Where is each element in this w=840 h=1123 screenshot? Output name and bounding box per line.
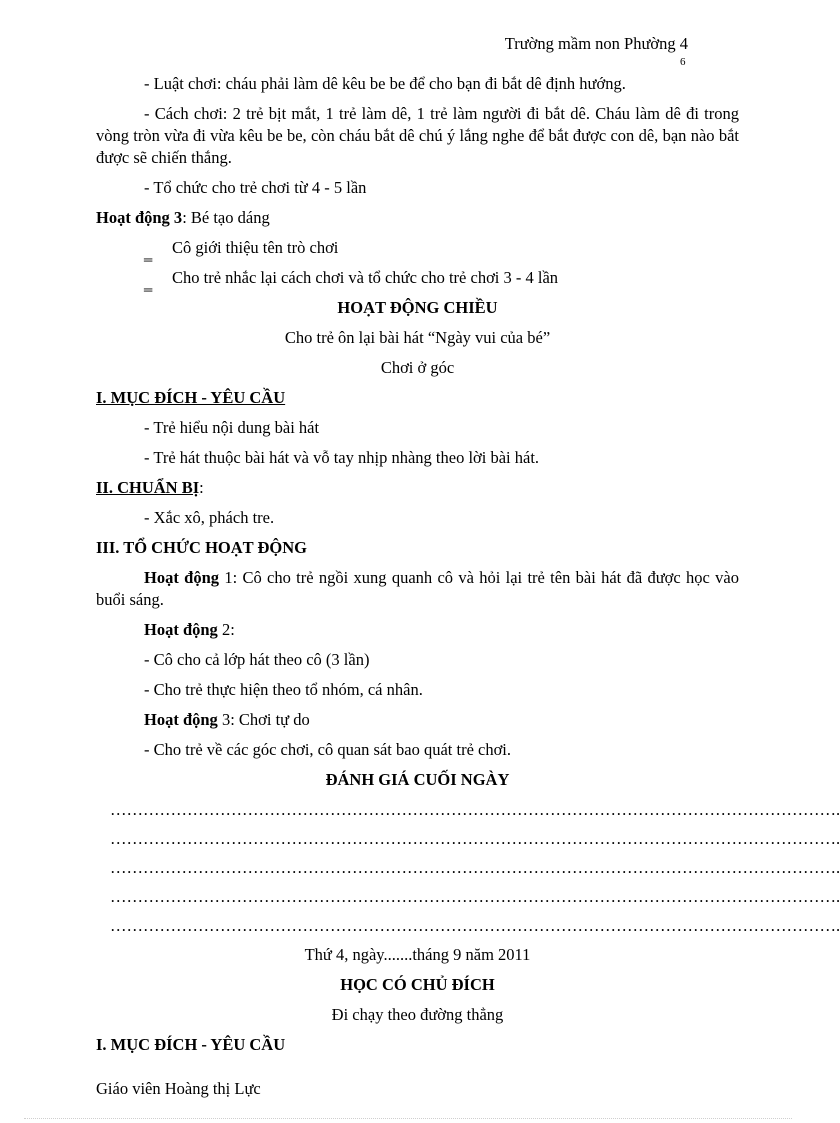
activity-3-label: Hoạt động 3 bbox=[96, 208, 183, 227]
list-item bbox=[96, 267, 739, 289]
activity-3-heading bbox=[96, 207, 739, 229]
footer-divider bbox=[24, 1118, 792, 1119]
activity-1-text: 1: Cô cho trẻ ngồi xung quanh cô và hỏi lại trẻ tên bài hát đã được học vào buổi sáng. bbox=[96, 568, 739, 609]
dotted-line: ……………………………………………………………………………………………………………………. bbox=[110, 858, 840, 877]
activity-1-paragraph bbox=[96, 567, 739, 611]
afternoon-subtitle-1: Cho trẻ ôn lại bài hát “Ngày vui của bé” bbox=[284, 328, 551, 347]
game-rules: - Luật chơi: cháu phải làm dê kêu be be để cho bạn đi bắt dê định hướng. bbox=[144, 74, 626, 93]
list-item: - Trẻ hát thuộc bài hát và vỗ tay nhịp nhàng theo lời bài hát. bbox=[144, 448, 540, 467]
activity-3-title: : Bé tạo dáng bbox=[182, 208, 270, 227]
activity-3b-heading bbox=[96, 709, 739, 731]
list-item: - Cho trẻ thực hiện theo tổ nhóm, cá nhân. bbox=[144, 680, 423, 699]
activity-2-label: Hoạt động bbox=[144, 620, 218, 639]
section-1-heading-row bbox=[96, 387, 739, 409]
section-2-heading: II. CHUẨN BỊ bbox=[96, 478, 200, 497]
activity-2-text: 2: bbox=[217, 620, 235, 639]
bullet-mark: ‗ bbox=[144, 242, 153, 261]
dotted-line: ……………………………………………………………………………………………………………………. bbox=[110, 887, 840, 906]
bullet-mark: ‗ bbox=[144, 272, 153, 291]
section-1-heading: I. MỤC ĐÍCH - YÊU CẦU bbox=[96, 388, 286, 407]
afternoon-subtitle-2: Chơi ở góc bbox=[380, 358, 455, 377]
evaluation-heading: ĐÁNH GIÁ CUỐI NGÀY bbox=[325, 770, 510, 789]
activity-1-label: Hoạt động bbox=[144, 568, 219, 587]
next-day-section-heading: I. MỤC ĐÍCH - YÊU CẦU bbox=[96, 1035, 286, 1054]
header-school: Trường mầm non Phường 4 bbox=[504, 34, 688, 53]
activity-2-heading bbox=[96, 619, 739, 641]
bullet-text: Cô giới thiệu tên trò chơi bbox=[172, 238, 339, 257]
section-2-colon: : bbox=[199, 478, 204, 497]
next-day-date: Thứ 4, ngày.......tháng 9 năm 2011 bbox=[304, 945, 531, 964]
afternoon-heading: HOẠT ĐỘNG CHIỀU bbox=[337, 298, 498, 317]
next-day-heading: HỌC CÓ CHỦ ĐÍCH bbox=[340, 975, 495, 994]
teacher-name: Giáo viên Hoàng thị Lực bbox=[96, 1079, 261, 1098]
activity-3b-label: Hoạt động bbox=[144, 710, 218, 729]
section-3-heading: III. TỔ CHỨC HOẠT ĐỘNG bbox=[96, 538, 308, 557]
list-item bbox=[96, 237, 739, 259]
bullet-text: Cho trẻ nhắc lại cách chơi và tổ chức cho trẻ chơi 3 - 4 lần bbox=[172, 268, 559, 287]
list-item: - Cô cho cả lớp hát theo cô (3 lần) bbox=[144, 650, 370, 669]
dotted-line: ……………………………………………………………………………………………………………………. bbox=[110, 916, 840, 935]
dotted-line: ……………………………………………………………………………………………………………………. bbox=[110, 800, 840, 819]
game-organize: - Tổ chức cho trẻ chơi từ 4 - 5 lần bbox=[144, 178, 367, 197]
list-item: - Trẻ hiểu nội dung bài hát bbox=[144, 418, 320, 437]
dotted-line: ……………………………………………………………………………………………………………………. bbox=[110, 829, 840, 848]
list-item: - Xắc xô, phách tre. bbox=[144, 508, 275, 527]
activity-3b-text: 3: Chơi tự do bbox=[217, 710, 310, 729]
section-2-heading-row bbox=[96, 477, 739, 499]
next-day-subtitle: Đi chạy theo đường thẳng bbox=[331, 1005, 504, 1024]
page-number: 6 bbox=[680, 56, 686, 68]
list-item: - Cho trẻ về các góc chơi, cô quan sát bao quát trẻ chơi. bbox=[144, 740, 512, 759]
document-body bbox=[96, 73, 840, 1108]
game-method: - Cách chơi: 2 trẻ bịt mắt, 1 trẻ làm dê, 1 trẻ làm người đi bắt dê. Cháu làm dê đi trong vòng tròn vừa đi vừa kêu be be, còn cháu bắt dê chú ý lắng nghe để bắt được con dê, bạn nào bắt được sẽ chiến thắng. bbox=[96, 104, 739, 167]
